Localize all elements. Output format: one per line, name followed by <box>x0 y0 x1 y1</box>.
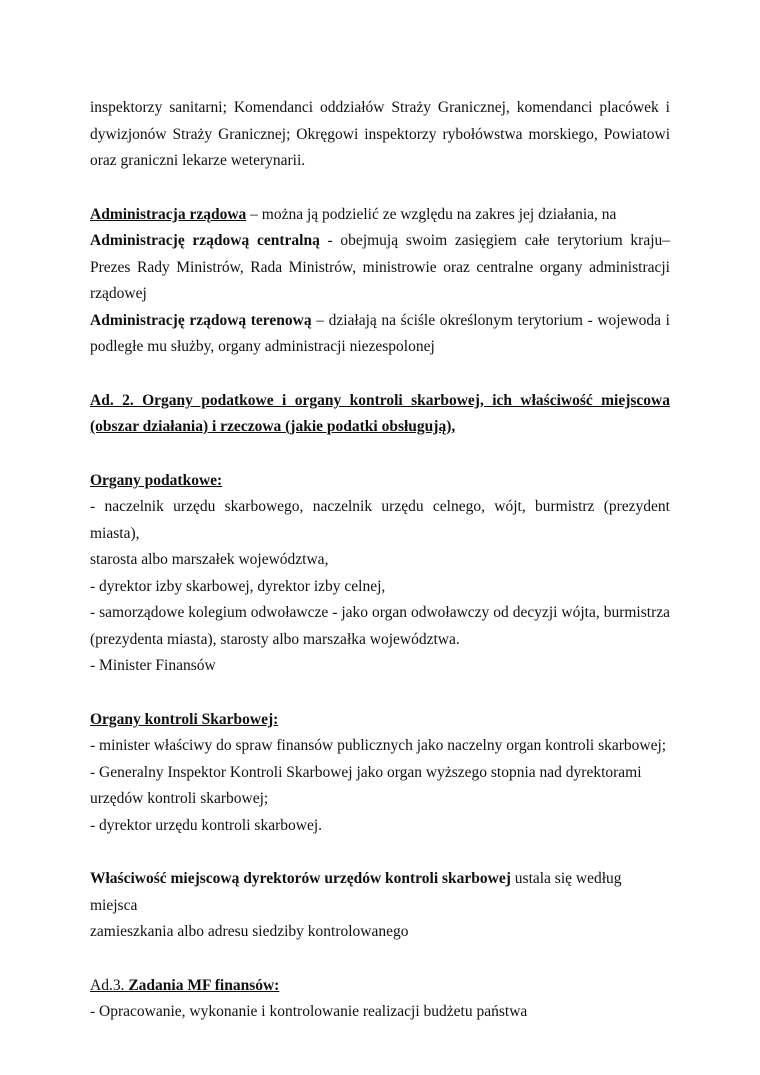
para1-line2: dywizjonów Straży Granicznej; Okręgowi inspektorzy rybołówstwa morskiego, Powiatowi <box>90 125 670 143</box>
ad2-heading-line2: (obszar działania) i rzeczowa (jakie podatki obsługują), <box>90 418 456 435</box>
ad3-title: Zadania MF finansów: <box>128 976 280 994</box>
wlasciwosc-line1 <box>90 866 670 919</box>
organy-podatkowe-item1-line1: - naczelnik urzędu skarbowego, naczelnik urzędu celnego, wójt, burmistrz (prezydent miasta), <box>90 498 670 542</box>
organy-kontroli-item2-line1: - Generalny Inspektor Kontroli Skarbowej jako organ wyższego stopnia nad dyrektorami <box>90 763 642 781</box>
ad2-heading-line1: Ad. 2. Organy podatkowe i organy kontroli skarbowej, ich właściwość miejscowa <box>90 391 670 409</box>
spacer <box>90 441 670 468</box>
spacer <box>90 946 670 973</box>
organy-kontroli-item3: - dyrektor urzędu kontroli skarbowej. <box>90 816 323 834</box>
organy-podatkowe-title: Organy podatkowe: <box>90 471 223 489</box>
spacer <box>90 175 670 202</box>
para1-line1: inspektorzy sanitarni; Komendanci oddziałów Straży Granicznej, komendanci placówek i <box>90 99 670 116</box>
organy-podatkowe-item4: - Minister Finansów <box>90 657 216 674</box>
organy-podatkowe-item1-line2: starosta albo marszałek województwa, <box>90 551 329 568</box>
admin-central-line2: Prezes Rady Ministrów, Rada Ministrów, ministrowie oraz centralne organy administracji <box>90 258 670 276</box>
ad3-item1: - Opracowanie, wykonanie i kontrolowanie realizacji budżetu państwa <box>90 1003 528 1020</box>
wlasciwosc-rest: ustala się według miejsca <box>90 870 622 914</box>
ad3-heading <box>90 973 670 1000</box>
para1-line3: oraz graniczni lekarze weterynarii. <box>90 152 306 169</box>
admin-teren-title: Administrację rządową terenową <box>90 311 312 329</box>
spacer <box>90 839 670 866</box>
organy-kontroli-title: Organy kontroli Skarbowej: <box>90 710 279 728</box>
spacer <box>90 680 670 707</box>
wlasciwosc-bold: Właściwość miejscową dyrektorów urzędów kontroli skarbowej <box>90 870 511 887</box>
admin-teren-rest: – działają na ściśle określonym terytorium - wojewoda i <box>311 311 670 329</box>
admin-central-line1 <box>90 228 670 255</box>
admin-teren-line2: podległe mu służby, organy administracji niezespolonej <box>90 338 435 355</box>
admin-teren-line1 <box>90 308 670 335</box>
organy-podatkowe-item2: - dyrektor izby skarbowej, dyrektor izby celnej, <box>90 577 386 595</box>
admin-central-title: Administrację rządową centralną <box>90 232 320 249</box>
organy-podatkowe-item3-line1: - samorządowe kolegium odwoławcze - jako organ odwoławczy od decyzji wójta, burmistrza <box>90 604 670 621</box>
admin-title-rest: – można ją podzielić ze względu na zakres jej działania, na <box>246 205 617 223</box>
wlasciwosc-line2: zamieszkania albo adresu siedziby kontrolowanego <box>90 923 409 940</box>
organy-kontroli-item2-line2: urzędów kontroli skarbowej; <box>90 790 269 807</box>
admin-central-rest: - obejmują swoim zasięgiem całe terytorium kraju– <box>319 232 671 249</box>
admin-title: Administracja rządowa <box>90 205 247 223</box>
organy-podatkowe-item3-line2: (prezydenta miasta), starosty albo marszałka województwa. <box>90 630 460 648</box>
admin-title-line <box>90 202 670 229</box>
organy-kontroli-item1: - minister właściwy do spraw finansów publicznych jako naczelny organ kontroli skarbowej; <box>90 737 667 754</box>
spacer <box>90 361 670 388</box>
admin-central-line3: rządowej <box>90 285 147 302</box>
document-page <box>90 95 670 1026</box>
ad3-prefix: Ad.3. <box>90 976 129 994</box>
